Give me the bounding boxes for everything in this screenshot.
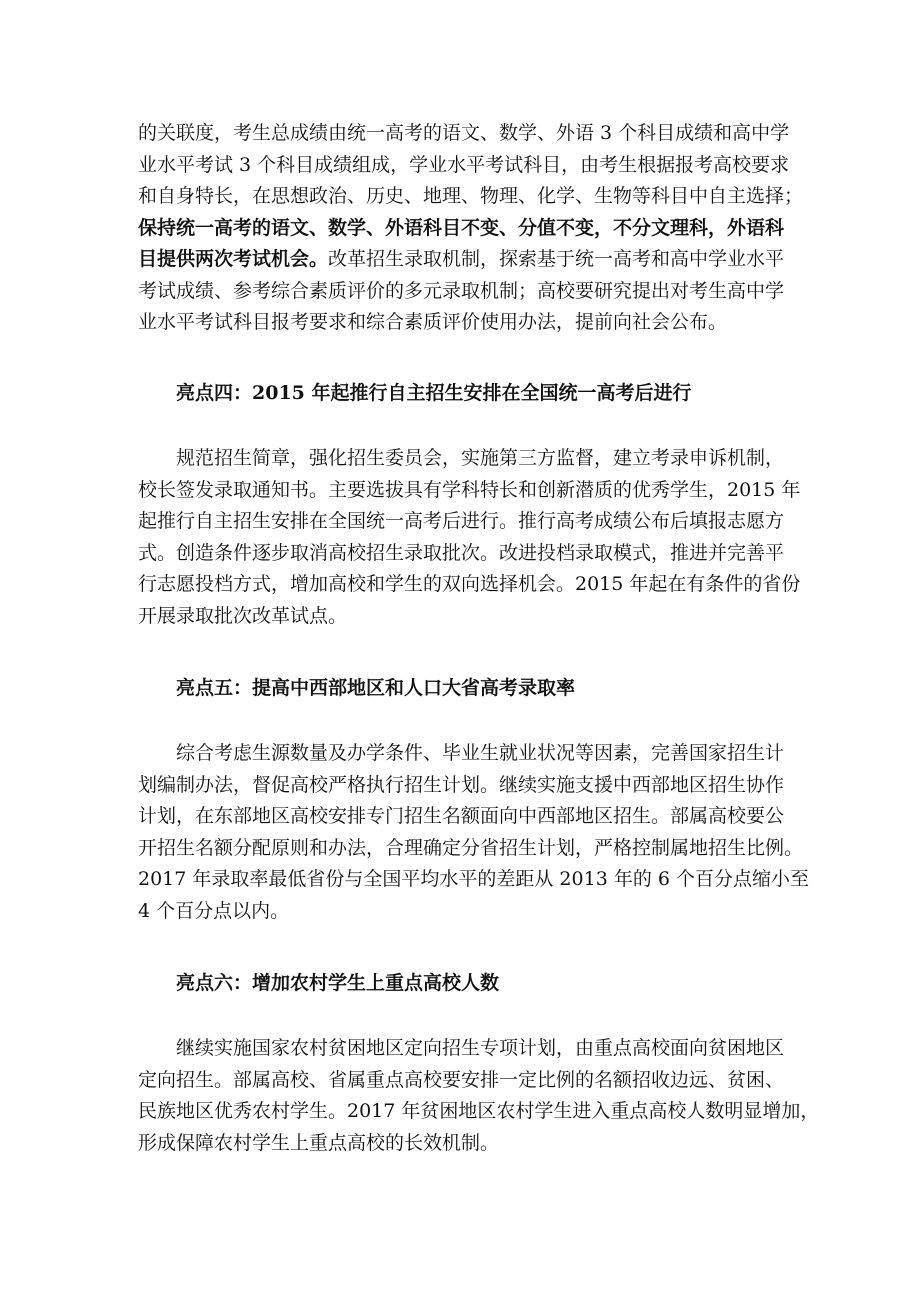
text-line: 综合考虑生源数量及办学条件、毕业生就业状况等因素，完善国家招生计 — [176, 742, 785, 764]
text-line: 继续实施国家农村贫困地区定向招生专项计划，由重点高校面向贫困地区 — [176, 1037, 785, 1059]
heading-highlight-five: 亮点五：提高中西部地区和人口大省高考录取率 — [176, 677, 576, 699]
text-line: 开招生名额分配原则和办法，合理确定分省招生计划，严格控制属地招生比例。 — [138, 836, 804, 859]
text-line: 行志愿投档方式，增加高校和学生的双向选择机会。2015 年起在有条件的省份 — [138, 573, 801, 595]
text-line: 4 个百分点以内。 — [138, 899, 290, 922]
text-line: 和自身特长，在思想政治、历史、地理、物理、化学、生物等科目中自主选择； — [138, 185, 804, 207]
paragraph-highlight-five — [138, 738, 809, 927]
paragraph-highlight-four — [138, 443, 801, 632]
paragraph-highlight-six — [138, 1033, 820, 1159]
text-line: 定向招生。部属高校、省属重点高校要安排一定比例的名额招收边远、贫困、 — [138, 1068, 785, 1091]
text-line: 校长签发录取通知书。主要选拔具有学科特长和创新潜质的优秀学生，2015 年 — [138, 478, 801, 501]
text-line-bold: 目提供两次考试机会。 — [138, 248, 329, 270]
text-line: 规范招生简章，强化招生委员会，实施第三方监督，建立考录申诉机制， — [176, 447, 785, 469]
text-line: 起推行自主招生安排在全国统一高考后进行。推行高考成绩公布后填报志愿方 — [138, 510, 785, 532]
text-line: 开展录取批次改革试点。 — [138, 604, 348, 627]
text-line: 业水平考试科目报考要求和综合素质评价使用办法，提前向社会公布。 — [138, 311, 728, 333]
text-line-bold: 保持统一高考的语文、数学、外语科目不变、分值不变，不分文理科，外语科 — [138, 216, 785, 239]
paragraph-exam-reform — [138, 118, 804, 339]
text-line: 划编制办法，督促高校严格执行招生计划。继续实施支援中西部地区招生协作 — [138, 773, 785, 796]
text-line: 式。创造条件逐步取消高校招生录取批次。改进投档录取模式，推进并完善平 — [138, 541, 785, 564]
text-line: 考试成绩、参考综合素质评价的多元录取机制；高校要研究提出对考生高中学 — [138, 279, 785, 302]
heading-highlight-six: 亮点六：增加农村学生上重点高校人数 — [176, 972, 500, 994]
text-line: 形成保障农村学生上重点高校的长效机制。 — [138, 1131, 500, 1154]
text-line: 业水平考试 3 个科目成绩组成，学业水平考试科目，由考生根据报考高校要求 — [138, 153, 790, 176]
text-line: 计划，在东部地区高校安排专门招生名额面向中西部地区招生。部属高校要公 — [138, 805, 785, 827]
text-line: 改革招生录取机制，探索基于统一高考和高中学业水平 — [328, 248, 785, 270]
text-line: 民族地区优秀农村学生。2017 年贫困地区农村学生进入重点高校人数明显增加， — [138, 1100, 820, 1122]
text-line: 的关联度，考生总成绩由统一高考的语文、数学、外语 3 个科目成绩和高中学 — [138, 122, 790, 144]
text-line: 2017 年录取率最低省份与全国平均水平的差距从 2013 年的 6 个百分点缩小至 — [138, 868, 809, 890]
heading-highlight-four: 亮点四：2015 年起推行自主招生安排在全国统一高考后进行 — [176, 382, 692, 404]
